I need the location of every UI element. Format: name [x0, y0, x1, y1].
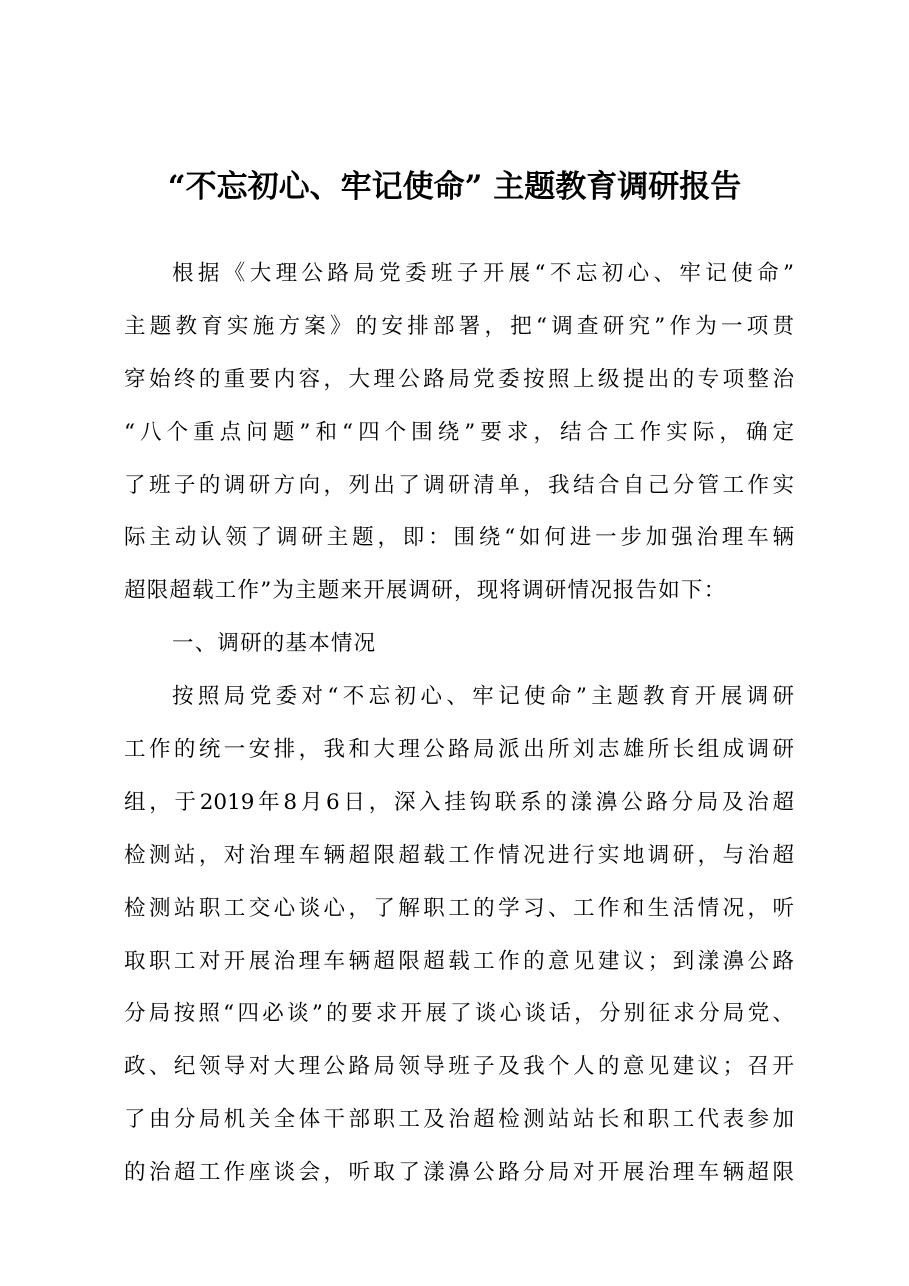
paragraph-line: 政、纪领导对大理公路局领导班子及我个人的意见建议；召开 [124, 1054, 794, 1080]
section-heading: 一、调研的基本情况 [172, 631, 377, 657]
paragraph-line: 检测站，对治理车辆超限超载工作情况进行实地调研，与治超 [124, 842, 794, 868]
paragraph-line: 超限超载工作”为主题来开展调研，现将调研情况报告如下： [124, 578, 727, 604]
paragraph-line: 工作的统一安排，我和大理公路局派出所刘志雄所长组成调研 [124, 737, 794, 763]
paragraph-line: 际主动认领了调研主题，即：围绕“如何进一步加强治理车辆 [124, 525, 794, 551]
paragraph-line: 组，于2019年8月6日，深入挂钩联系的漾濞公路分局及治超 [124, 789, 794, 815]
document-title: “不忘初心、牢记使命” 主题教育调研报告 [167, 169, 742, 205]
paragraph-line: 主题教育实施方案》的安排部署，把“调查研究”作为一项贯 [124, 313, 794, 339]
paragraph-line: 检测站职工交心谈心，了解职工的学习、工作和生活情况，听 [124, 895, 794, 921]
paragraph-line: 按照局党委对“不忘初心、牢记使命”主题教育开展调研 [172, 684, 794, 710]
paragraph-line: 分局按照“四必谈”的要求开展了谈心谈话，分别征求分局党、 [124, 1001, 794, 1027]
paragraph-line: “八个重点问题”和“四个围绕”要求，结合工作实际，确定 [124, 419, 794, 445]
paragraph-line: 的治超工作座谈会，听取了漾濞公路分局对开展治理车辆超限 [124, 1160, 794, 1186]
paragraph-line: 穿始终的重要内容，大理公路局党委按照上级提出的专项整治 [124, 366, 794, 392]
paragraph-line: 了由分局机关全体干部职工及治超检测站站长和职工代表参加 [124, 1107, 794, 1133]
document-body [124, 248, 794, 1200]
paragraph-line: 了班子的调研方向，列出了调研清单，我结合自己分管工作实 [124, 472, 794, 498]
paragraph-line: 取职工对开展治理车辆超限超载工作的意见建议；到漾濞公路 [124, 948, 794, 974]
paragraph-line: 根据《大理公路局党委班子开展“不忘初心、牢记使命” [172, 261, 794, 286]
